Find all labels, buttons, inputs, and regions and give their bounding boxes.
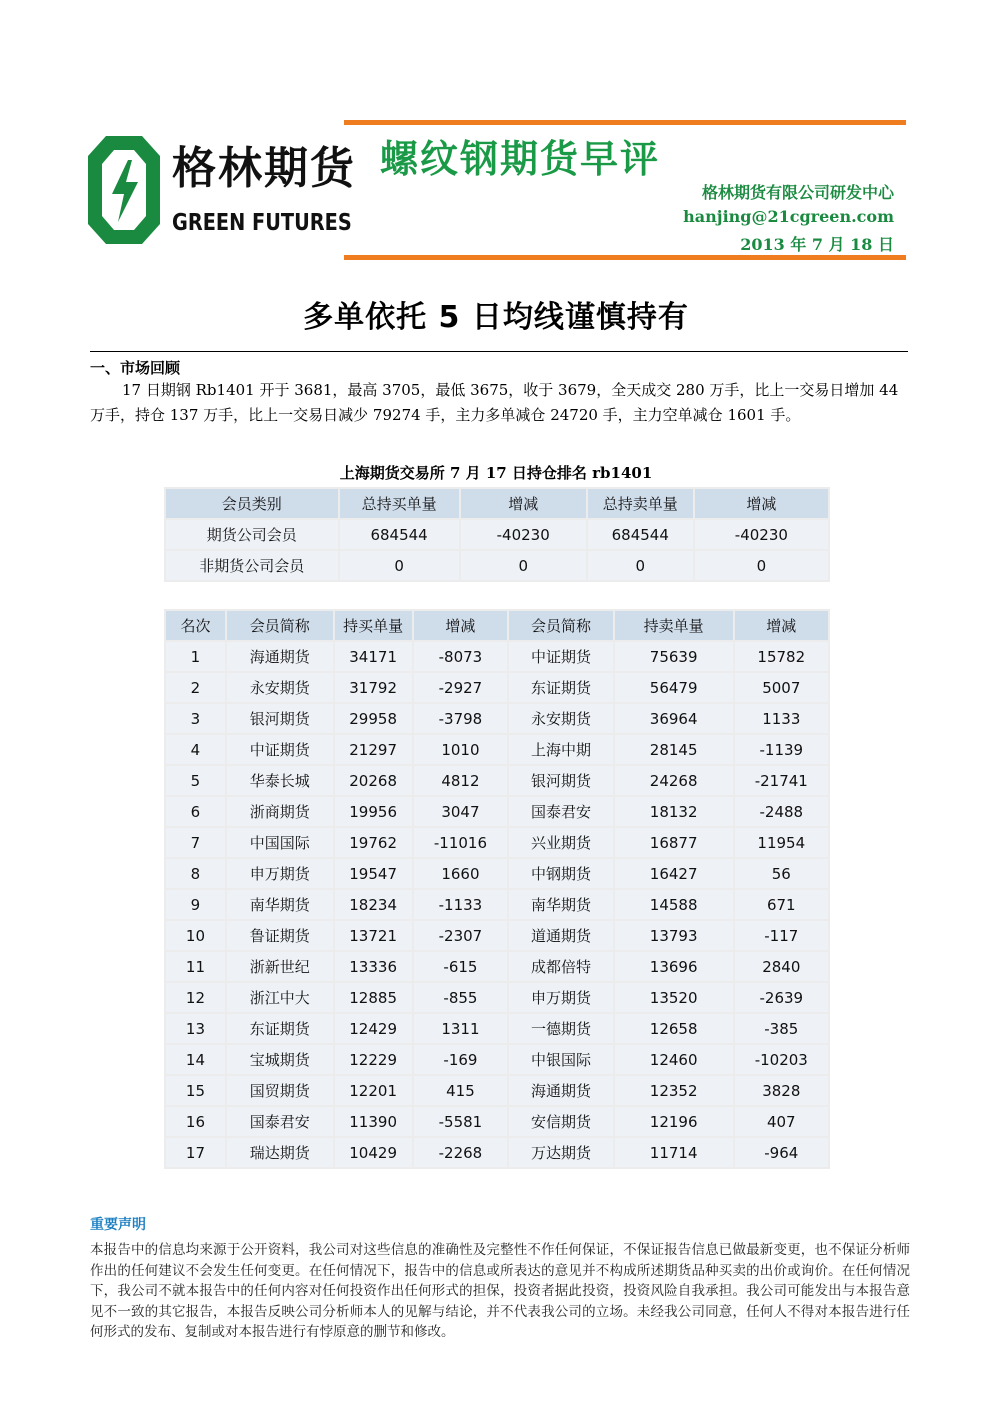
table-cell: 兴业期货 [509,828,613,857]
ranking-row [166,1138,828,1167]
table-cell: 中国国际 [227,828,333,857]
table-header-row [166,611,828,640]
ranking-row [166,952,828,981]
header-cell: 持卖单量 [615,611,733,640]
table-cell: 10429 [335,1138,412,1167]
table-cell: -40230 [461,520,586,549]
table-cell: 瑞达期货 [227,1138,333,1167]
header-cell: 会员简称 [227,611,333,640]
table-cell: 0 [588,551,693,580]
table-cell: 中证期货 [509,642,613,671]
table-cell: 海通期货 [227,642,333,671]
table-cell: 684544 [588,520,693,549]
table-cell: 14588 [615,890,733,919]
table-cell: 6 [166,797,225,826]
table-cell: 5 [166,766,225,795]
table-cell: 中银国际 [509,1045,613,1074]
table-cell: 南华期货 [509,890,613,919]
ranking-row [166,828,828,857]
table-cell: 31792 [335,673,412,702]
section-heading-market-review: 一、市场回顾 [90,359,181,377]
table-cell: 1 [166,642,225,671]
table-cell: 684544 [340,520,459,549]
table-cell: 16427 [615,859,733,888]
org-name: 格林期货有限公司研发中心 [701,183,894,202]
table-cell: -2488 [735,797,828,826]
summary-row [166,520,828,549]
table-cell: 36964 [615,704,733,733]
ranking-row [166,642,828,671]
table-cell: 东证期货 [227,1014,333,1043]
table-cell: -2307 [414,921,507,950]
table-cell: 4812 [414,766,507,795]
table-cell: 18132 [615,797,733,826]
table-cell: 浙江中大 [227,983,333,1012]
table-cell: 0 [340,551,459,580]
table-cell: 34171 [335,642,412,671]
table-cell: 415 [414,1076,507,1105]
table-cell: 13336 [335,952,412,981]
table-cell: 11 [166,952,225,981]
ranking-row [166,797,828,826]
table-cell: 12658 [615,1014,733,1043]
table-cell: 永安期货 [227,673,333,702]
table-cell: 11714 [615,1138,733,1167]
table-cell: 非期货公司会员 [166,551,338,580]
table-cell: 12429 [335,1014,412,1043]
table-cell: 12460 [615,1045,733,1074]
table-cell: -169 [414,1045,507,1074]
header-cell: 增减 [695,489,828,518]
ranking-row [166,859,828,888]
summary-row [166,551,828,580]
table-cell: -1139 [735,735,828,764]
header-cell: 增减 [735,611,828,640]
summary-table [164,487,830,582]
table-cell: 13721 [335,921,412,950]
report-date: 2013 年 7 月 18 日 [740,235,894,254]
table-cell: 3047 [414,797,507,826]
ranking-row [166,1045,828,1074]
table-cell: 海通期货 [509,1076,613,1105]
table-cell: 1311 [414,1014,507,1043]
table-cell: 19956 [335,797,412,826]
table-cell: -5581 [414,1107,507,1136]
table-cell: 1660 [414,859,507,888]
table-cell: 7 [166,828,225,857]
table-cell: 17 [166,1138,225,1167]
table-cell: 15782 [735,642,828,671]
table-cell: 12885 [335,983,412,1012]
table-cell: 13 [166,1014,225,1043]
table-cell: 24268 [615,766,733,795]
table-cell: -855 [414,983,507,1012]
table-cell: 14 [166,1045,225,1074]
table-cell: 3828 [735,1076,828,1105]
contact-email[interactable]: hanjing@21cgreen.com [683,207,894,226]
ranking-row [166,673,828,702]
brand-name-en: GREEN FUTURES [172,210,352,236]
table-cell: 中钢期货 [509,859,613,888]
table-cell: -2268 [414,1138,507,1167]
table-cell: 29958 [335,704,412,733]
table-cell: 浙新世纪 [227,952,333,981]
table-cell: 19547 [335,859,412,888]
table-cell: 407 [735,1107,828,1136]
header-cell: 会员简称 [509,611,613,640]
table-cell: -11016 [414,828,507,857]
table-cell: 南华期货 [227,890,333,919]
table-cell: 2840 [735,952,828,981]
table-cell: 成都倍特 [509,952,613,981]
table-cell: 11390 [335,1107,412,1136]
table-cell: 13793 [615,921,733,950]
table-cell: -2927 [414,673,507,702]
table-cell: 东证期货 [509,673,613,702]
position-table-caption: 上海期货交易所 7 月 17 日持仓排名 rb1401 [339,464,653,482]
ranking-table [164,609,830,1169]
table-cell: 申万期货 [509,983,613,1012]
table-cell: 3 [166,704,225,733]
table-cell: 56479 [615,673,733,702]
ranking-row [166,1014,828,1043]
table-cell: -964 [735,1138,828,1167]
table-cell: 5007 [735,673,828,702]
table-cell: -10203 [735,1045,828,1074]
ranking-row [166,735,828,764]
table-cell: 75639 [615,642,733,671]
table-cell: -385 [735,1014,828,1043]
ranking-row [166,921,828,950]
ranking-row [166,1076,828,1105]
table-cell: -1133 [414,890,507,919]
header-top-rule [344,120,906,125]
table-cell: 16877 [615,828,733,857]
table-cell: 12196 [615,1107,733,1136]
header-cell: 总持卖单量 [588,489,693,518]
table-cell: -40230 [695,520,828,549]
table-cell: 2 [166,673,225,702]
table-cell: 1010 [414,735,507,764]
header-cell: 总持买单量 [340,489,459,518]
header-bottom-rule [344,255,906,260]
table-cell: -2639 [735,983,828,1012]
table-cell: 9 [166,890,225,919]
ranking-row [166,1107,828,1136]
brand-name-cn: 格林期货 [172,143,356,194]
table-cell: -3798 [414,704,507,733]
table-cell: -8073 [414,642,507,671]
table-cell: 永安期货 [509,704,613,733]
document-title: 多单依托 5 日均线谨慎持有 [303,300,689,335]
table-cell: 12201 [335,1076,412,1105]
table-cell: 万达期货 [509,1138,613,1167]
table-cell: 12 [166,983,225,1012]
header-cell: 增减 [414,611,507,640]
green-futures-logo [88,136,160,244]
table-cell: 11954 [735,828,828,857]
ranking-row [166,766,828,795]
header-cell: 名次 [166,611,225,640]
table-cell: 鲁证期货 [227,921,333,950]
table-cell: 国泰君安 [227,1107,333,1136]
table-cell: 华泰长城 [227,766,333,795]
table-cell: 上海中期 [509,735,613,764]
table-cell: 中证期货 [227,735,333,764]
disclaimer-text: 本报告中的信息均来源于公开资料，我公司对这些信息的准确性及完整性不作任何保证，不保证报告信息已做最新变更，也不保证分析师作出的任何建议不会发生任何变更。在任何情况下，报告中的信息或所表达的意见并不构成所述期货品种买卖的出价或询价。在任何情况下，我公司不就本报告中的任何内容对任何投资作出任何形式的担保，投资者据此投资，投资风险自我承担。我公司可能发出与本报告意见不一致的其它报告，本报告反映公司分析师本人的见解与结论，并不代表我公司的立场。未经我公司同意，任何人不得对本报告进行任何形式的发布、复制或对本报告进行有悖原意的删节和修改。 [90,1242,910,1340]
table-cell: 1133 [735,704,828,733]
market-review-paragraph: 17 日期钢 Rb1401 开于 3681，最高 3705，最低 3675，收于 3679，全天成交 280 万手，比上一交易日增加 44 万手，持仓 137 万手，比上一交易日减少 79274 手，主力多单减仓 24720 手，主力空单减仓 1601 手。 [90,381,899,424]
table-cell: 15 [166,1076,225,1105]
table-cell: -21741 [735,766,828,795]
table-cell: 18234 [335,890,412,919]
table-cell: -615 [414,952,507,981]
report-title: 螺纹钢期货早评 [380,137,661,181]
table-cell: 12352 [615,1076,733,1105]
table-cell: 28145 [615,735,733,764]
table-cell: 8 [166,859,225,888]
table-cell: 道通期货 [509,921,613,950]
table-cell: 期货公司会员 [166,520,338,549]
header-cell: 增减 [461,489,586,518]
table-cell: 19762 [335,828,412,857]
table-cell: 安信期货 [509,1107,613,1136]
table-cell: 浙商期货 [227,797,333,826]
table-cell: 4 [166,735,225,764]
table-cell: 10 [166,921,225,950]
header-cell: 会员类别 [166,489,338,518]
ranking-row [166,704,828,733]
ranking-row [166,890,828,919]
table-cell: 20268 [335,766,412,795]
table-cell: 申万期货 [227,859,333,888]
table-cell: 0 [695,551,828,580]
table-cell: 0 [461,551,586,580]
table-cell: 国泰君安 [509,797,613,826]
disclaimer-title: 重要声明 [90,1217,146,1233]
ranking-row [166,983,828,1012]
table-cell: 国贸期货 [227,1076,333,1105]
table-cell: 一德期货 [509,1014,613,1043]
table-cell: 21297 [335,735,412,764]
title-divider [90,351,908,352]
table-cell: 银河期货 [227,704,333,733]
header-cell: 持买单量 [335,611,412,640]
table-cell: 宝城期货 [227,1045,333,1074]
table-cell: 12229 [335,1045,412,1074]
table-cell: -117 [735,921,828,950]
table-cell: 56 [735,859,828,888]
table-cell: 13696 [615,952,733,981]
table-cell: 671 [735,890,828,919]
table-header-row [166,489,828,518]
table-cell: 16 [166,1107,225,1136]
table-cell: 银河期货 [509,766,613,795]
table-cell: 13520 [615,983,733,1012]
